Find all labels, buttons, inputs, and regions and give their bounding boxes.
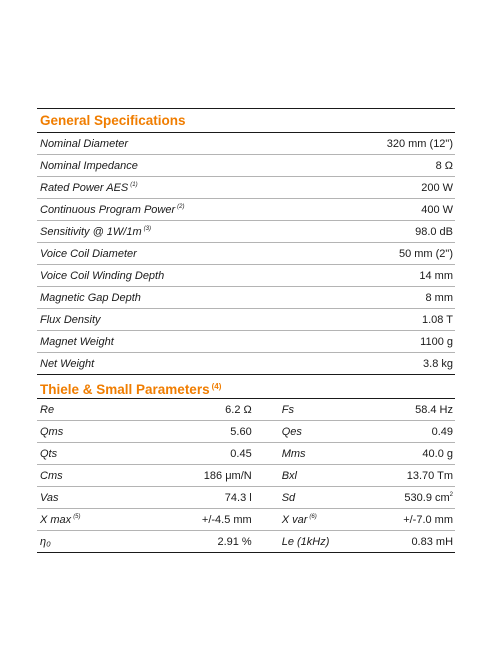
spec-label <box>37 248 399 260</box>
ts-param-label-text: Qts <box>40 447 58 460</box>
thiele-small-title <box>37 375 455 398</box>
spec-label <box>37 226 415 238</box>
ts-param-value <box>378 514 455 526</box>
ts-param-label <box>37 426 146 438</box>
ts-param-value: 6.2 Ω <box>225 403 252 416</box>
ts-param-value-text: 530.9 cm <box>404 491 450 504</box>
ts-param-value: 74.3 l <box>224 491 252 504</box>
spec-label <box>37 292 426 304</box>
spec-label-text: Nominal Impedance <box>40 159 138 172</box>
general-spec-table <box>37 133 455 375</box>
ts-unit-superscript: 2 <box>449 491 454 498</box>
ts-param-value-text: 58.4 Hz <box>415 403 454 416</box>
spec-row <box>37 353 455 375</box>
ts-param-label-text: Bxl <box>281 469 297 482</box>
spec-value: 14 mm <box>419 269 453 282</box>
ts-param-label <box>37 514 146 526</box>
spec-value: 1.08 T <box>422 313 453 326</box>
ts-param-label-text: X var <box>281 513 308 526</box>
spec-row <box>37 331 455 353</box>
ts-param-value <box>378 492 455 504</box>
ts-param-value-text: 0.49 <box>431 425 454 438</box>
spec-footnote: (2) <box>177 203 185 210</box>
ts-param-label <box>252 492 378 504</box>
ts-row <box>37 465 455 487</box>
spec-label-text: Continuous Program Power <box>40 203 176 216</box>
ts-param-value: 0.45 <box>230 447 252 460</box>
ts-param-label-text: Vas <box>40 491 59 504</box>
spec-value: 50 mm (2") <box>398 247 453 260</box>
spec-label-text: Magnet Weight <box>40 335 114 348</box>
ts-param-label <box>252 404 378 416</box>
ts-param-value: 186 μm/N <box>203 469 252 482</box>
ts-row <box>37 531 455 553</box>
thiele-small-table <box>37 399 455 553</box>
ts-param-label-text: Re <box>40 403 55 416</box>
ts-param-value-text: 0.83 mH <box>411 535 454 548</box>
spec-label-text: Net Weight <box>40 357 95 370</box>
spec-footnote: (1) <box>130 181 138 188</box>
ts-param-label-text: Sd <box>281 491 296 504</box>
ts-param-label-text: Qes <box>281 425 302 438</box>
spec-value: 320 mm (12") <box>386 137 453 150</box>
ts-param-label <box>37 404 146 416</box>
ts-param-label <box>37 470 146 482</box>
ts-param-label-text: Fs <box>281 403 294 416</box>
ts-param-label-text: Cms <box>40 469 63 482</box>
ts-footnote: (6) <box>309 513 317 520</box>
spec-label <box>37 270 419 282</box>
ts-row <box>37 443 455 465</box>
spec-label-text: Voice Coil Diameter <box>40 247 137 260</box>
ts-param-value: 5.60 <box>230 425 252 438</box>
ts-param-value-text: +/-7.0 mm <box>403 513 454 526</box>
spec-label-text: Rated Power AES <box>40 181 129 194</box>
ts-param-label <box>252 426 378 438</box>
ts-row <box>37 509 455 531</box>
spec-value: 8 mm <box>425 291 453 304</box>
ts-param-value-text: 40.0 g <box>422 447 454 460</box>
ts-param-label <box>252 470 378 482</box>
spec-row <box>37 243 455 265</box>
ts-param-value: +/-4.5 mm <box>201 513 252 526</box>
ts-row <box>37 421 455 443</box>
thiele-title-note: (4) <box>211 382 222 391</box>
spec-label-text: Sensitivity @ 1W/1m <box>40 225 142 238</box>
spec-label-text: Nominal Diameter <box>40 137 129 150</box>
spec-label-text: Voice Coil Winding Depth <box>40 269 165 282</box>
spec-label <box>37 314 422 326</box>
spec-label <box>37 358 423 370</box>
ts-footnote: (5) <box>73 513 81 520</box>
spec-value: 400 W <box>421 203 453 216</box>
spec-label <box>37 204 421 216</box>
spec-row <box>37 287 455 309</box>
spec-label <box>37 160 436 172</box>
ts-param-value <box>378 426 455 438</box>
ts-row <box>37 487 455 509</box>
general-title-text: General Specifications <box>40 113 186 128</box>
spec-value: 1100 g <box>420 335 453 348</box>
spec-row <box>37 221 455 243</box>
spec-row <box>37 155 455 177</box>
spec-row <box>37 199 455 221</box>
spec-sheet <box>37 108 455 553</box>
ts-param-label-text: η₀ <box>40 535 51 548</box>
ts-param-label <box>252 448 378 460</box>
spec-row <box>37 133 455 155</box>
general-specifications-title <box>37 109 455 132</box>
thiele-title-text: Thiele & Small Parameters <box>40 382 210 397</box>
ts-param-label <box>37 536 146 548</box>
spec-value: 3.8 kg <box>423 357 453 370</box>
ts-param-label-text: Mms <box>281 447 306 460</box>
spec-value: 200 W <box>421 181 453 194</box>
spec-value: 98.0 dB <box>415 225 453 238</box>
spec-row <box>37 265 455 287</box>
ts-param-value-text: 13.70 Tm <box>406 469 454 482</box>
spec-row <box>37 177 455 199</box>
spec-label <box>37 182 421 194</box>
ts-param-value <box>378 448 455 460</box>
ts-param-label-text: Le (1kHz) <box>281 535 330 548</box>
ts-row <box>37 399 455 421</box>
spec-footnote: (3) <box>143 225 151 232</box>
ts-param-label <box>37 492 146 504</box>
spec-label <box>37 336 420 348</box>
ts-param-label <box>252 536 378 548</box>
ts-param-label-text: Qms <box>40 425 64 438</box>
ts-param-label <box>37 448 146 460</box>
spec-value: 8 Ω <box>435 159 453 172</box>
spec-label-text: Flux Density <box>40 313 101 326</box>
ts-param-value: 2.91 % <box>217 535 252 548</box>
spec-row <box>37 309 455 331</box>
ts-param-value <box>378 536 455 548</box>
ts-param-value <box>378 470 455 482</box>
ts-param-label <box>252 514 378 526</box>
ts-param-value <box>378 404 455 416</box>
spec-label <box>37 138 387 150</box>
ts-param-label-text: X max <box>40 513 72 526</box>
spec-label-text: Magnetic Gap Depth <box>40 291 141 304</box>
